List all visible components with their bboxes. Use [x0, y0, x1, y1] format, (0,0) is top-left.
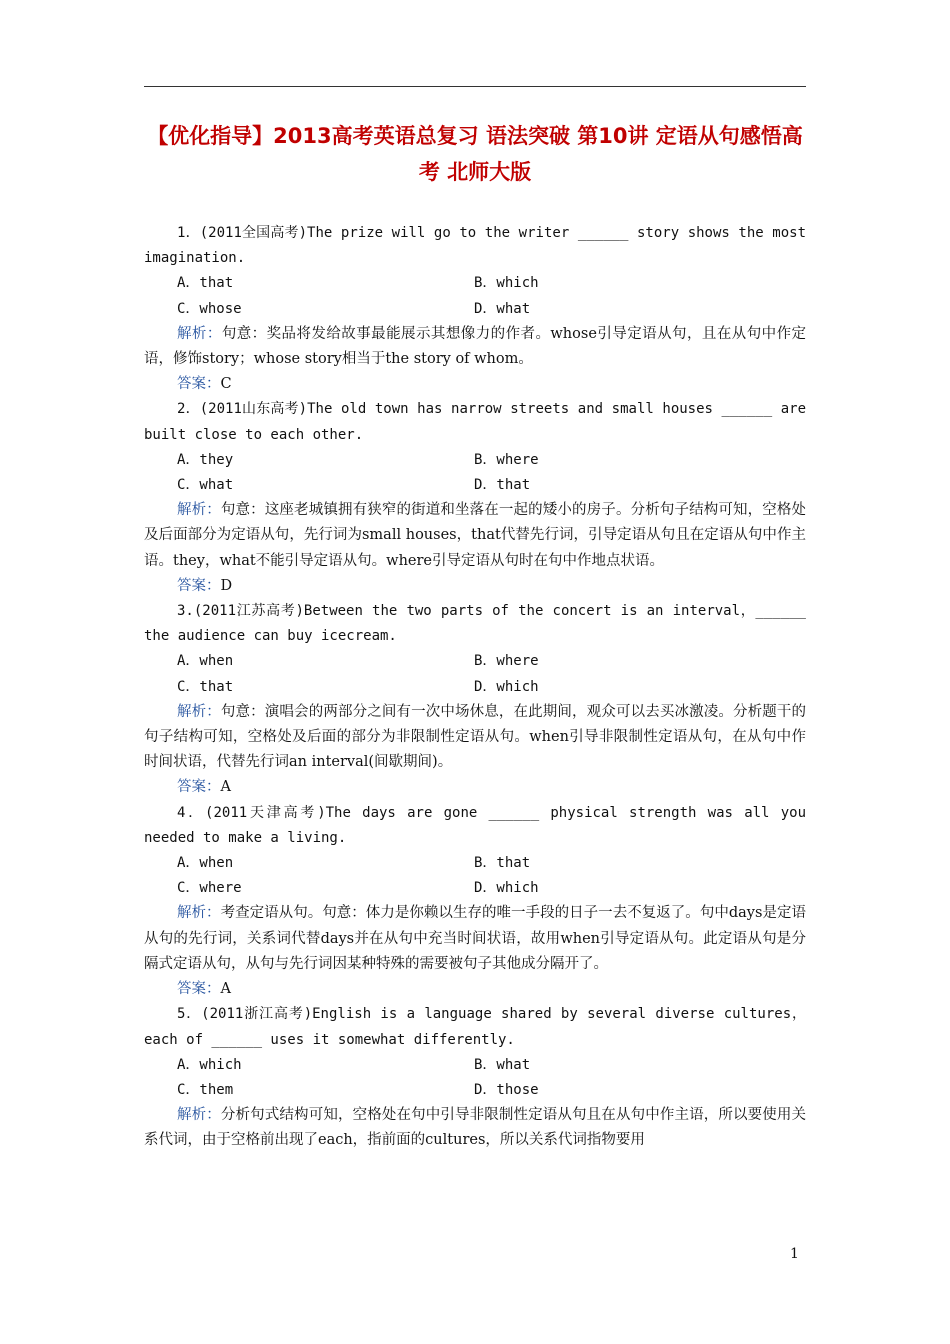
options-row	[144, 297, 806, 322]
option-a: A．that	[177, 275, 234, 292]
explanation-label: 解析：	[177, 1107, 221, 1124]
answer	[144, 977, 806, 1002]
option-d: D．which	[474, 880, 539, 897]
options-row	[144, 649, 806, 674]
option-a: A．when	[177, 653, 234, 670]
option-b: B．that	[474, 855, 531, 872]
explanation-text: 考查定语从句。句意：体力是你赖以生存的唯一手段的日子一去不复返了。句中days是定语从句的先行词，关系词代替days并在从句中充当时间状语，故用when引导定语从句。此定语从句是分隔式定语从句，从句与先行词因某种特殊的需要被句子其他成分隔开了。	[144, 905, 807, 972]
option-b: B．where	[474, 653, 539, 670]
option-a: A．which	[177, 1056, 242, 1073]
option-c: C．where	[177, 880, 242, 897]
explanation-label: 解析：	[177, 502, 221, 519]
document-body	[144, 221, 806, 1154]
answer-label: 答案：	[177, 577, 221, 594]
explanation	[144, 322, 806, 372]
header-rule	[144, 86, 806, 87]
options-row	[144, 1078, 806, 1103]
question-stem: 2．(2011山东高考)The old town has narrow streets and small houses ______ are built close to each other.	[144, 401, 806, 443]
answer	[144, 574, 806, 599]
question-stem: 1．(2011全国高考)The prize will go to the writer ______ story shows the most imagination.	[144, 225, 806, 267]
answer-label: 答案：	[177, 981, 221, 998]
question-4	[144, 801, 806, 1003]
explanation	[144, 498, 806, 574]
option-a: A．they	[177, 451, 234, 468]
options-row	[144, 876, 806, 901]
answer-value: A	[220, 981, 231, 998]
option-b: B．what	[474, 1056, 531, 1073]
answer-value: A	[220, 779, 231, 796]
options-row	[144, 271, 806, 296]
question-3	[144, 599, 806, 801]
explanation-text: 句意：这座老城镇拥有狭窄的街道和坐落在一起的矮小的房子。分析句子结构可知，空格处及后面部分为定语从句，先行词为small houses，that代替先行词，引导定语从句且在定语从句中作主语。they，what不能引导定语从句。where引导定语从句时在句中作地点状语。	[144, 502, 807, 569]
options-row	[144, 448, 806, 473]
question-stem: 3.(2011江苏高考)Between the two parts of the concert is an interval，______ the audience can buy icecream.	[144, 603, 806, 645]
answer-value: C	[220, 376, 232, 393]
question-1	[144, 221, 806, 397]
answer-value: D	[220, 577, 233, 594]
answer	[144, 372, 806, 397]
explanation	[144, 901, 806, 977]
explanation-text: 句意：奖品将发给故事最能展示其想像力的作者。whose引导定语从句，且在从句中作定语，修饰story；whose story相当于the story of whom。	[144, 325, 807, 368]
option-c: C．them	[177, 1081, 234, 1098]
option-b: B．which	[474, 275, 539, 292]
options-row	[144, 473, 806, 498]
question-stem: 5．(2011浙江高考)English is a language shared by several diverse cultures，each of ______ uses it somewhat differently.	[144, 1006, 806, 1048]
option-c: C．that	[177, 678, 234, 695]
option-c: C．what	[177, 477, 234, 494]
question-stem: 4．(2011天津高考)The days are gone ______ physical strength was all you needed to make a living.	[144, 804, 806, 846]
explanation-label: 解析：	[177, 325, 222, 342]
option-b: B．where	[474, 451, 539, 468]
options-row	[144, 1053, 806, 1078]
option-a: A．when	[177, 855, 234, 872]
option-d: D．which	[474, 678, 539, 695]
explanation-label: 解析：	[177, 905, 221, 922]
explanation	[144, 700, 806, 776]
answer-label: 答案：	[177, 779, 221, 796]
page-title: 【优化指导】2013高考英语总复习 语法突破 第10讲 定语从句感悟高考 北师大版	[147, 124, 803, 184]
option-d: D．that	[474, 477, 531, 494]
explanation-text: 句意：演唱会的两部分之间有一次中场休息，在此期间，观众可以去买冰激凌。分析题干的句子结构可知，空格处及后面的部分为非限制性定语从句。when引导非限制性定语从句，在从句中作时间状语，代替先行词an interval(间歇期间)。	[144, 703, 807, 771]
explanation	[144, 1103, 806, 1153]
option-d: D．what	[474, 300, 531, 317]
option-c: C．whose	[177, 300, 242, 317]
answer	[144, 775, 806, 800]
answer-label: 答案：	[177, 376, 221, 393]
question-5	[144, 1002, 806, 1153]
question-2	[144, 397, 806, 599]
option-d: D．those	[474, 1081, 539, 1098]
options-row	[144, 675, 806, 700]
page-number: 1	[790, 1246, 799, 1262]
explanation-text: 分析句式结构可知，空格处在句中引导非限制性定语从句且在从句中作主语，所以要使用关系代词，由于空格前出现了each，指前面的cultures，所以关系代词指物要用	[144, 1107, 807, 1149]
options-row	[144, 851, 806, 876]
explanation-label: 解析：	[177, 703, 221, 720]
